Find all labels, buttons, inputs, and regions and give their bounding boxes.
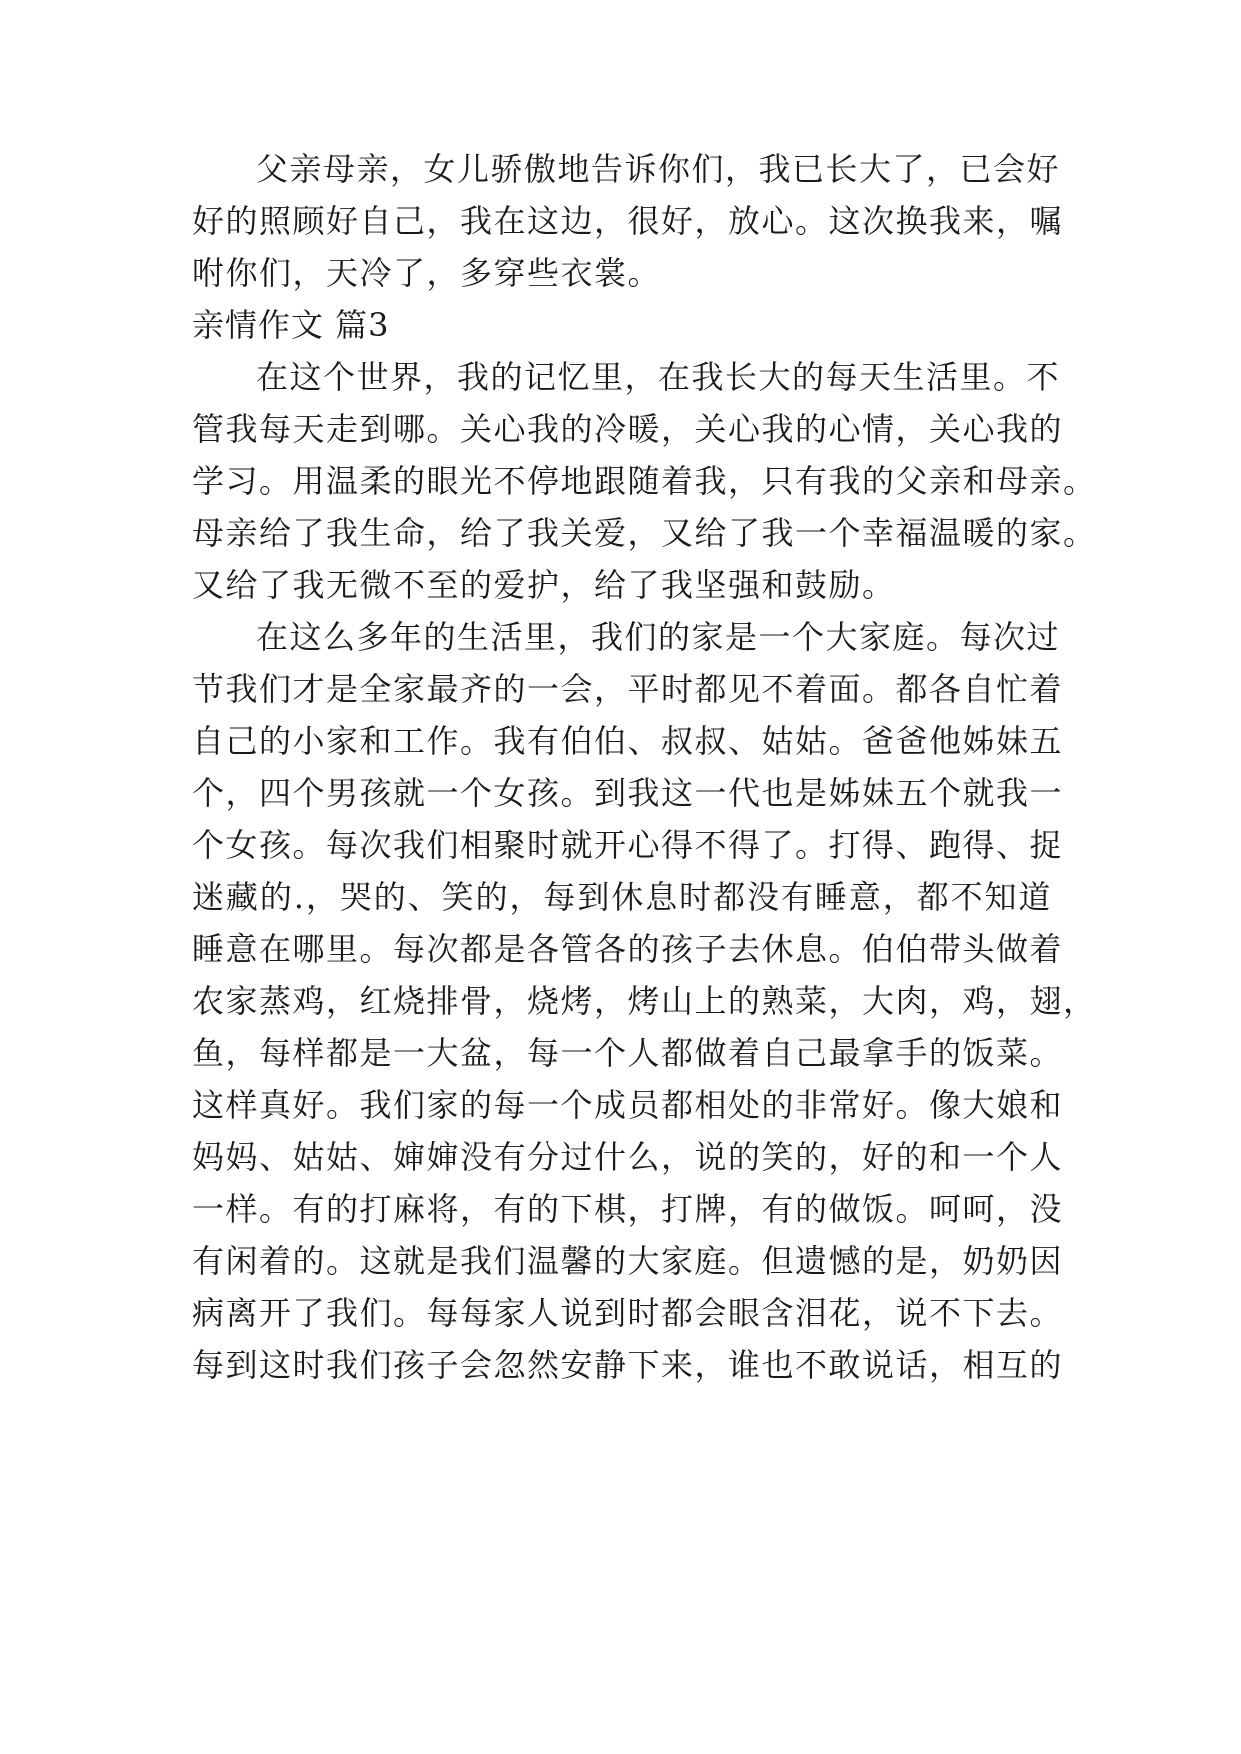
paragraph-line: 节我们才是全家最齐的一会，平时都见不着面。都各自忙着 [192, 670, 1064, 708]
paragraph-line: 管我每天走到哪。关心我的冷暖，关心我的心情，关心我的 [192, 410, 1064, 448]
paragraph-line: 每到这时我们孩子会忽然安静下来，谁也不敢说话，相互的 [192, 1346, 1064, 1384]
paragraph-line: 咐你们，天冷了，多穿些衣裳。 [192, 254, 662, 292]
paragraph-line: 一样。有的打麻将，有的下棋，打牌，有的做饭。呵呵，没 [192, 1190, 1064, 1228]
paragraph-line: 父亲母亲，女儿骄傲地告诉你们，我已长大了，已会好 [256, 150, 1061, 188]
paragraph-line: 个女孩。每次我们相聚时就开心得不得了。打得、跑得、捉 [192, 826, 1064, 864]
paragraph-line: 好的照顾好自己，我在这边，很好，放心。这次换我来，嘱 [192, 202, 1064, 240]
paragraph-line: 睡意在哪里。每次都是各管各的孩子去休息。伯伯带头做着 [192, 930, 1064, 968]
paragraph-line: 妈妈、姑姑、婶婶没有分过什么，说的笑的，好的和一个人 [192, 1138, 1064, 1176]
paragraph-line: 农家蒸鸡，红烧排骨，烧烤，烤山上的熟菜，大肉，鸡，翅， [192, 982, 1097, 1020]
section-heading: 亲情作文 篇3 [192, 306, 390, 344]
paragraph-line: 这样真好。我们家的每一个成员都相处的非常好。像大娘和 [192, 1086, 1064, 1124]
paragraph-line: 在这个世界，我的记忆里，在我长大的每天生活里。不 [256, 358, 1061, 396]
paragraph-line: 又给了我无微不至的爱护，给了我坚强和鼓励。 [192, 566, 896, 604]
paragraph-line: 在这么多年的生活里，我们的家是一个大家庭。每次过 [256, 618, 1061, 656]
paragraph-line: 母亲给了我生命，给了我关爱，又给了我一个幸福温暖的家。 [192, 514, 1097, 552]
paragraph-line: 鱼，每样都是一大盆，每一个人都做着自己最拿手的饭菜。 [192, 1034, 1064, 1072]
paragraph-line: 学习。用温柔的眼光不停地跟随着我，只有我的父亲和母亲。 [192, 462, 1097, 500]
paragraph-line: 有闲着的。这就是我们温馨的大家庭。但遗憾的是，奶奶因 [192, 1242, 1064, 1280]
paragraph-line: 病离开了我们。每每家人说到时都会眼含泪花，说不下去。 [192, 1294, 1064, 1332]
paragraph-line: 自己的小家和工作。我有伯伯、叔叔、姑姑。爸爸他姊妹五 [192, 722, 1064, 760]
paragraph-line: 个，四个男孩就一个女孩。到我这一代也是姊妹五个就我一 [192, 774, 1064, 812]
paragraph-line: 迷藏的.，哭的、笑的，每到休息时都没有睡意，都不知道 [192, 878, 1052, 916]
